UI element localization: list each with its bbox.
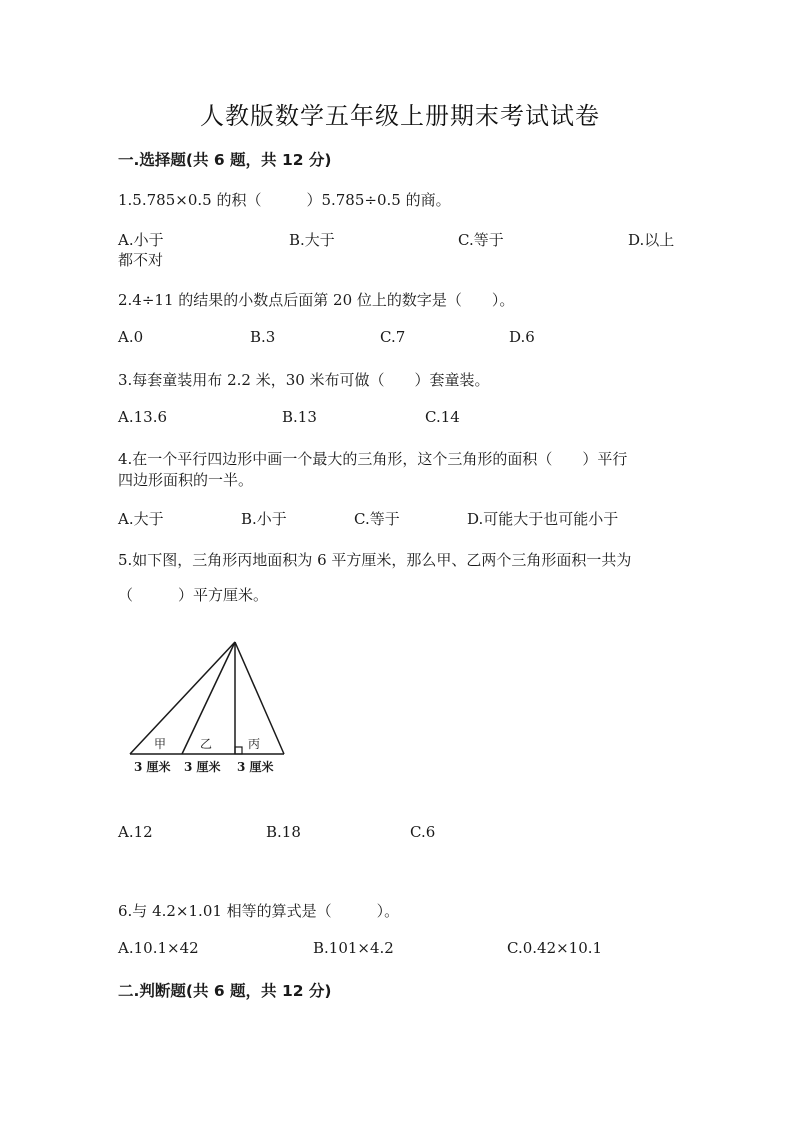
question-2-option-c: C.7 bbox=[380, 328, 406, 346]
question-1-option-a: A.小于 bbox=[118, 231, 164, 249]
question-1-option-d-wrap: 都不对 bbox=[118, 251, 164, 269]
figure-base-label-3: 3 厘米 bbox=[237, 760, 274, 774]
question-3-stem: 3.每套童装用布 2.2 米，30 米布可做（ ）套童装。 bbox=[118, 371, 490, 389]
section-heading-judgement: 二.判断题(共 6 题，共 12 分) bbox=[118, 982, 332, 1000]
figure-label-jia: 甲 bbox=[154, 737, 167, 751]
question-4-option-d: D.可能大于也可能小于 bbox=[467, 510, 619, 528]
question-2-option-b: B.3 bbox=[250, 328, 276, 346]
question-4-stem-line-1: 4.在一个平行四边形中画一个最大的三角形，这个三角形的面积（ ）平行 bbox=[118, 450, 628, 468]
question-4-option-a: A.大于 bbox=[118, 510, 164, 528]
question-2-option-d: D.6 bbox=[509, 328, 535, 346]
figure-left-side bbox=[130, 642, 235, 754]
figure-base-label-1: 3 厘米 bbox=[134, 760, 171, 774]
question-1-option-b: B.大于 bbox=[289, 231, 335, 249]
question-3-option-a: A.13.6 bbox=[118, 408, 167, 426]
question-1-option-c: C.等于 bbox=[458, 231, 504, 249]
question-2-stem: 2.4÷11 的结果的小数点后面第 20 位上的数字是（ ）。 bbox=[118, 291, 515, 309]
question-5-stem-line-1: 5.如下图，三角形丙地面积为 6 平方厘米，那么甲、乙两个三角形面积一共为 bbox=[118, 551, 632, 569]
question-5-option-a: A.12 bbox=[118, 823, 153, 841]
section-heading-choice: 一.选择题(共 6 题，共 12 分) bbox=[118, 151, 332, 169]
figure-base-label-2: 3 厘米 bbox=[184, 760, 221, 774]
question-4-option-b: B.小于 bbox=[241, 510, 287, 528]
question-6-stem: 6.与 4.2×1.01 相等的算式是（ ）。 bbox=[118, 902, 400, 920]
question-5-option-b: B.18 bbox=[266, 823, 301, 841]
triangle-figure bbox=[120, 636, 300, 778]
question-1-option-d: D.以上 bbox=[628, 231, 675, 249]
question-4-option-c: C.等于 bbox=[354, 510, 400, 528]
question-5-option-c: C.6 bbox=[410, 823, 436, 841]
question-6-option-a: A.10.1×42 bbox=[118, 939, 199, 957]
figure-label-bing: 丙 bbox=[248, 737, 261, 751]
question-3-option-c: C.14 bbox=[425, 408, 460, 426]
question-1-stem: 1.5.785×0.5 的积（ ）5.785÷0.5 的商。 bbox=[118, 191, 451, 209]
question-3-option-b: B.13 bbox=[282, 408, 317, 426]
question-6-option-c: C.0.42×10.1 bbox=[507, 939, 603, 957]
right-angle-mark bbox=[235, 747, 242, 754]
question-2-option-a: A.0 bbox=[118, 328, 144, 346]
question-5-stem-line-2: （ ）平方厘米。 bbox=[118, 586, 269, 604]
question-6-option-b: B.101×4.2 bbox=[313, 939, 394, 957]
figure-label-yi: 乙 bbox=[200, 737, 213, 751]
question-4-stem-line-2: 四边形面积的一半。 bbox=[118, 471, 254, 489]
page-title: 人教版数学五年级上册期末考试试卷 bbox=[200, 102, 600, 130]
